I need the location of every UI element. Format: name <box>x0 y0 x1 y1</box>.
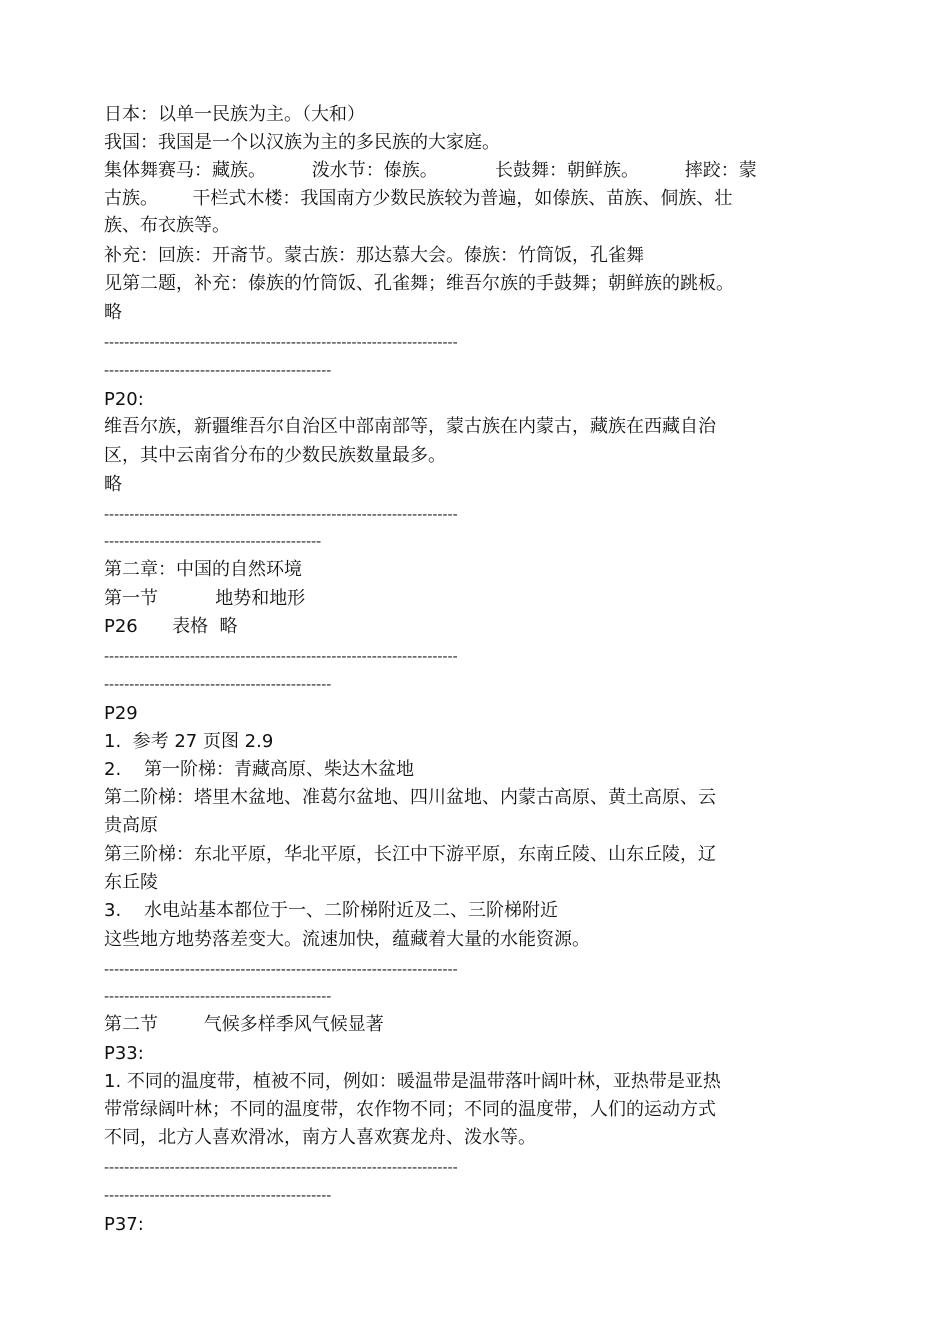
text-line: 3. 水电站基本都位于一、二阶梯附近及二、三阶梯附近 <box>104 900 559 921</box>
text-line: 带常绿阔叶林；不同的温度带，农作物不同；不同的温度带，人们的运动方式 <box>104 1099 716 1120</box>
text-line: 不同，北方人喜欢滑冰，南方人喜欢赛龙舟、泼水等。 <box>104 1127 536 1148</box>
text-line: 维吾尔族，新疆维吾尔自治区中部南部等，蒙古族在内蒙古，藏族在西藏自治 <box>104 416 716 437</box>
text-line: 族、布衣族等。 <box>104 215 230 236</box>
text-line: 略 <box>104 302 122 323</box>
page-ref: P33: <box>104 1043 144 1064</box>
text-line: 古族。 干栏式木楼：我国南方少数民族较为普遍，如傣族、苗族、侗族、壮 <box>104 188 733 209</box>
text-line: 我国：我国是一个以汉族为主的多民族的大家庭。 <box>104 132 500 153</box>
divider-line: --------------------------------------------- <box>104 989 332 1005</box>
divider-line: ------------------------------------------- <box>104 534 322 550</box>
page-ref: P37: <box>104 1214 144 1235</box>
text-line: 补充：回族：开斋节。蒙古族：那达慕大会。傣族：竹筒饭，孔雀舞 <box>104 245 644 266</box>
text-line: 区，其中云南省分布的少数民族数量最多。 <box>104 445 446 466</box>
chapter-heading: 第二章：中国的自然环境 <box>104 559 302 580</box>
text-line: 第三阶梯：东北平原，华北平原，长江中下游平原，东南丘陵、山东丘陵，辽 <box>104 844 716 865</box>
page-ref: P26 表格 略 <box>104 616 238 637</box>
text-line: 这些地方地势落差变大。流速加快，蕴藏着大量的水能资源。 <box>104 929 590 950</box>
divider-line: ---------------------------------------------------------------------- <box>104 507 458 523</box>
text-line: 东丘陵 <box>104 872 158 893</box>
divider-line: ---------------------------------------------------------------------- <box>104 649 458 665</box>
section-heading: 第二节 气候多样季风气候显著 <box>104 1014 384 1035</box>
divider-line: --------------------------------------------- <box>104 677 332 693</box>
section-heading: 第一节 地势和地形 <box>104 588 306 609</box>
text-line: 集体舞赛马：藏族。 泼水节：傣族。 长鼓舞：朝鲜族。 摔跤：蒙 <box>104 160 757 181</box>
text-line: 日本：以单一民族为主。（大和） <box>104 104 365 125</box>
divider-line: ---------------------------------------------------------------------- <box>104 335 458 351</box>
divider-line: ---------------------------------------------------------------------- <box>104 1160 458 1176</box>
page-ref: P20: <box>104 389 144 410</box>
text-line: 第二阶梯：塔里木盆地、准葛尔盆地、四川盆地、内蒙古高原、黄土高原、云 <box>104 787 716 808</box>
text-line: 2. 第一阶梯：青藏高原、柴达木盆地 <box>104 759 415 780</box>
text-line: 贵高原 <box>104 815 158 836</box>
text-line: 1. 参考 27 页图 2.9 <box>104 731 274 752</box>
text-line: 1. 不同的温度带，植被不同，例如：暖温带是温带落叶阔叶林，亚热带是亚热 <box>104 1071 721 1092</box>
page-ref: P29 <box>104 703 138 724</box>
divider-line: --------------------------------------------- <box>104 1188 332 1204</box>
divider-line: --------------------------------------------- <box>104 363 332 379</box>
text-line: 略 <box>104 474 122 495</box>
divider-line: ---------------------------------------------------------------------- <box>104 962 458 978</box>
text-line: 见第二题，补充：傣族的竹筒饭、孔雀舞；维吾尔族的手鼓舞；朝鲜族的跳板。 <box>104 273 734 294</box>
